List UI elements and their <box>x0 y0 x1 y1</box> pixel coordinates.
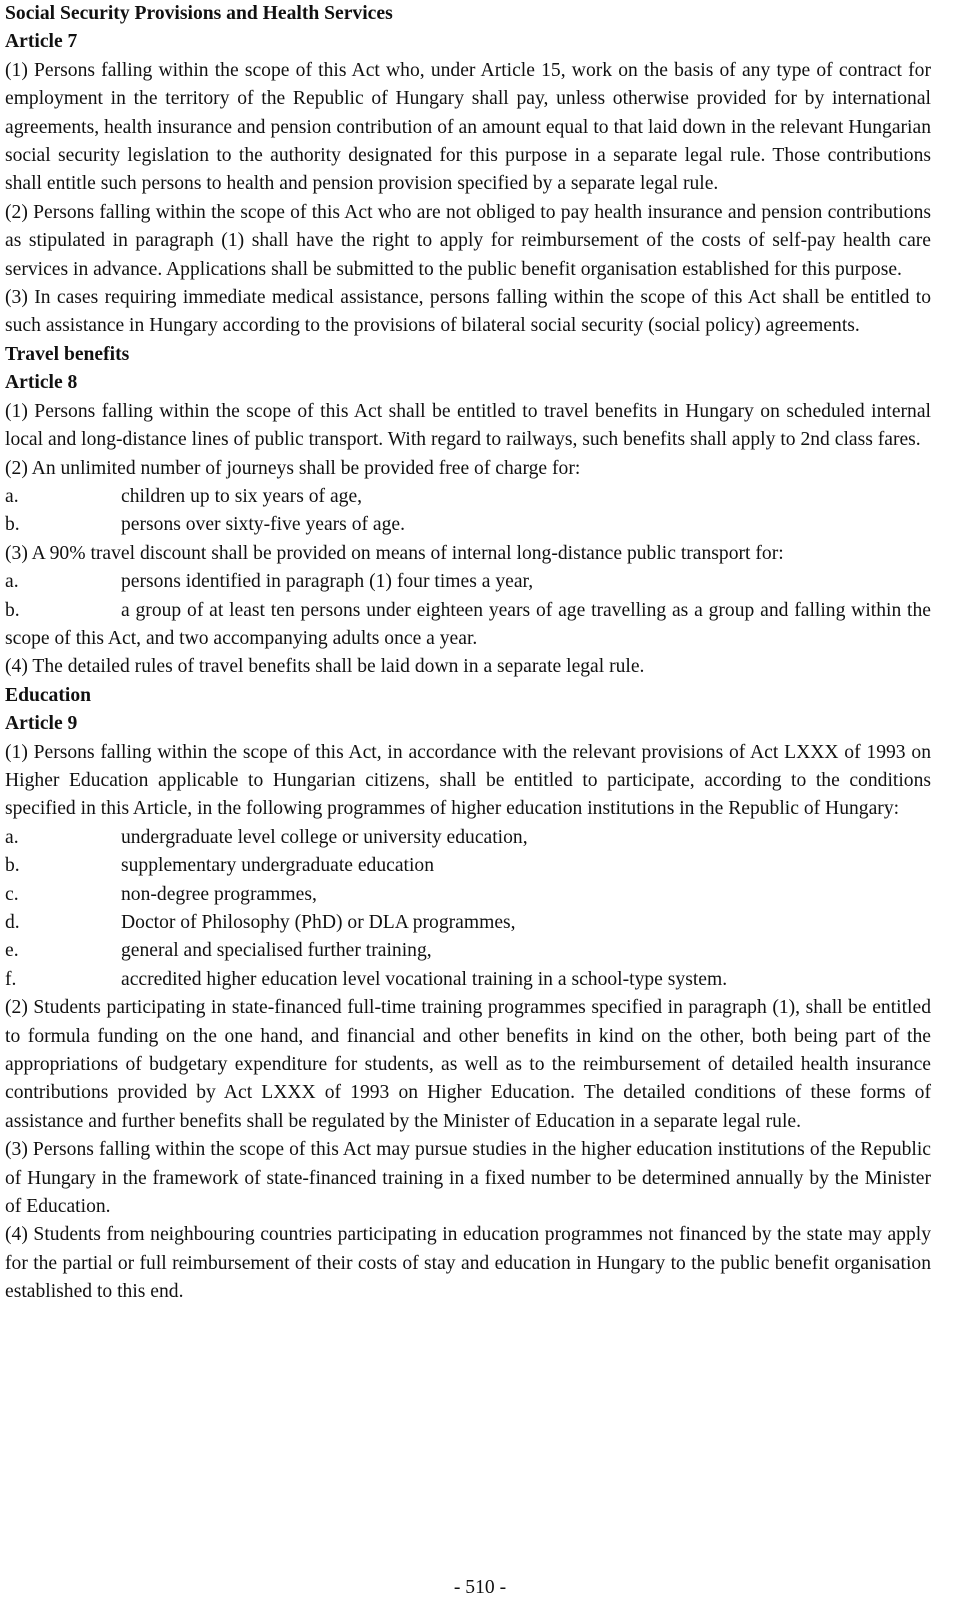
list-marker: a. <box>5 571 19 593</box>
article-heading: Article 8 <box>5 372 78 394</box>
paragraph: (2) Persons falling within the scope of this Act who are not obliged to pay health insurance and pension contributions as stipulated in paragraph (1) shall have the right to apply for reimbursement of the costs of self-pay health care services in advance. Applications shall be submitted to the public benefit organisation established for this purpose. <box>5 201 931 280</box>
list-marker: a. <box>5 826 19 848</box>
list-item <box>5 568 931 596</box>
list-item-text: undergraduate level college or university education, <box>121 826 528 848</box>
list-item <box>5 597 931 654</box>
list-item <box>5 966 931 994</box>
list-marker: b. <box>5 855 20 877</box>
list-item-text: general and specialised further training, <box>121 940 432 962</box>
list-marker: a. <box>5 485 19 507</box>
list-item-text: children up to six years of age, <box>121 485 363 507</box>
list-item-text: supplementary undergraduate education <box>121 855 435 877</box>
document-page <box>5 0 931 1307</box>
paragraph: (3) Persons falling within the scope of this Act may pursue studies in the higher education institutions of the Republic of Hungary in the framework of state-financed training in a fixed number to be determined annually by the Minister of Education. <box>5 1139 931 1218</box>
paragraph: (3) A 90% travel discount shall be provided on means of internal long-distance public transport for: <box>5 542 784 564</box>
page-number: - 510 - <box>453 1577 507 1598</box>
paragraph: (3) In cases requiring immediate medical assistance, persons falling within the scope of this Act shall be entitled to such assistance in Hungary according to the provisions of bilateral social security (social policy) agreements. <box>5 287 931 337</box>
list-item <box>5 881 931 909</box>
list-item-text: persons over sixty-five years of age. <box>121 514 406 536</box>
paragraph: (1) Persons falling within the scope of this Act shall be entitled to travel benefits in Hungary on scheduled internal local and long-distance lines of public transport. With regard to railways, such benefits shall apply to 2nd class fares. <box>5 400 931 451</box>
section-heading: Education <box>5 684 92 706</box>
list-item <box>5 511 931 539</box>
paragraph: (1) Persons falling within the scope of this Act, in accordance with the relevant provisions of Act LXXX of 1993 on Higher Education applicable to Hungarian citizens, shall be entitled to participate, according to the conditions specified in this Article, in the following programmes of higher education institutions in the Republic of Hungary: <box>5 741 931 820</box>
paragraph: (4) Students from neighbouring countries participating in education programmes not financed by the state may apply for the partial or full reimbursement of their costs of stay and education in Hungary to the public benefit organisation established to this end. <box>5 1224 931 1303</box>
list-item <box>5 852 931 880</box>
list-marker: c. <box>5 883 19 905</box>
list-item-text: accredited higher education level vocational training in a school-type system. <box>121 968 728 990</box>
list-item-text: non-degree programmes, <box>121 883 317 905</box>
list-marker: b. <box>5 514 20 536</box>
list-marker: f. <box>5 968 17 990</box>
list-item <box>5 909 931 937</box>
article-heading: Article 7 <box>5 31 78 53</box>
section-heading: Travel benefits <box>5 343 130 365</box>
list-item-text: persons identified in paragraph (1) four times a year, <box>121 571 534 593</box>
paragraph: (4) The detailed rules of travel benefits shall be laid down in a separate legal rule. <box>5 656 645 678</box>
list-item <box>5 824 931 852</box>
paragraph: (2) Students participating in state-financed full-time training programmes specified in paragraph (1), shall be entitled to formula funding on the one hand, and financial and other benefits in kind on the other, both being part of the appropriations of budgetary expenditure for students, as well as to the reimbursement of detailed health insurance contributions provided by Act LXXX of 1993 on Higher Education. The detailed conditions of these forms of assistance and further benefits shall be regulated by the Minister of Education in a separate legal rule. <box>5 997 931 1132</box>
list-item <box>5 483 931 511</box>
paragraph: (2) An unlimited number of journeys shall be provided free of charge for: <box>5 457 581 479</box>
list-item-text: a group of at least ten persons under eighteen years of age travelling as a group and falling within the scope of this Act, and two accompanying adults once a year. <box>5 599 931 649</box>
section-heading: Social Security Provisions and Health Services <box>5 3 393 24</box>
paragraph: (1) Persons falling within the scope of this Act who, under Article 15, work on the basis of any type of contract for employment in the territory of the Republic of Hungary shall pay, unless otherwise provided for by international agreements, health insurance and pension contribution of an amount equal to that laid down in the relevant Hungarian social security legislation to the authority designated for this purpose in a separate legal rule. Those contributions shall entitle such persons to health and pension provision specified by a separate legal rule. <box>5 59 931 195</box>
list-item <box>5 937 931 965</box>
article-heading: Article 9 <box>5 713 78 735</box>
list-marker: d. <box>5 912 20 933</box>
list-item-text: Doctor of Philosophy (PhD) or DLA programmes, <box>121 912 516 933</box>
list-marker: e. <box>5 940 19 962</box>
list-marker: b. <box>5 599 20 621</box>
